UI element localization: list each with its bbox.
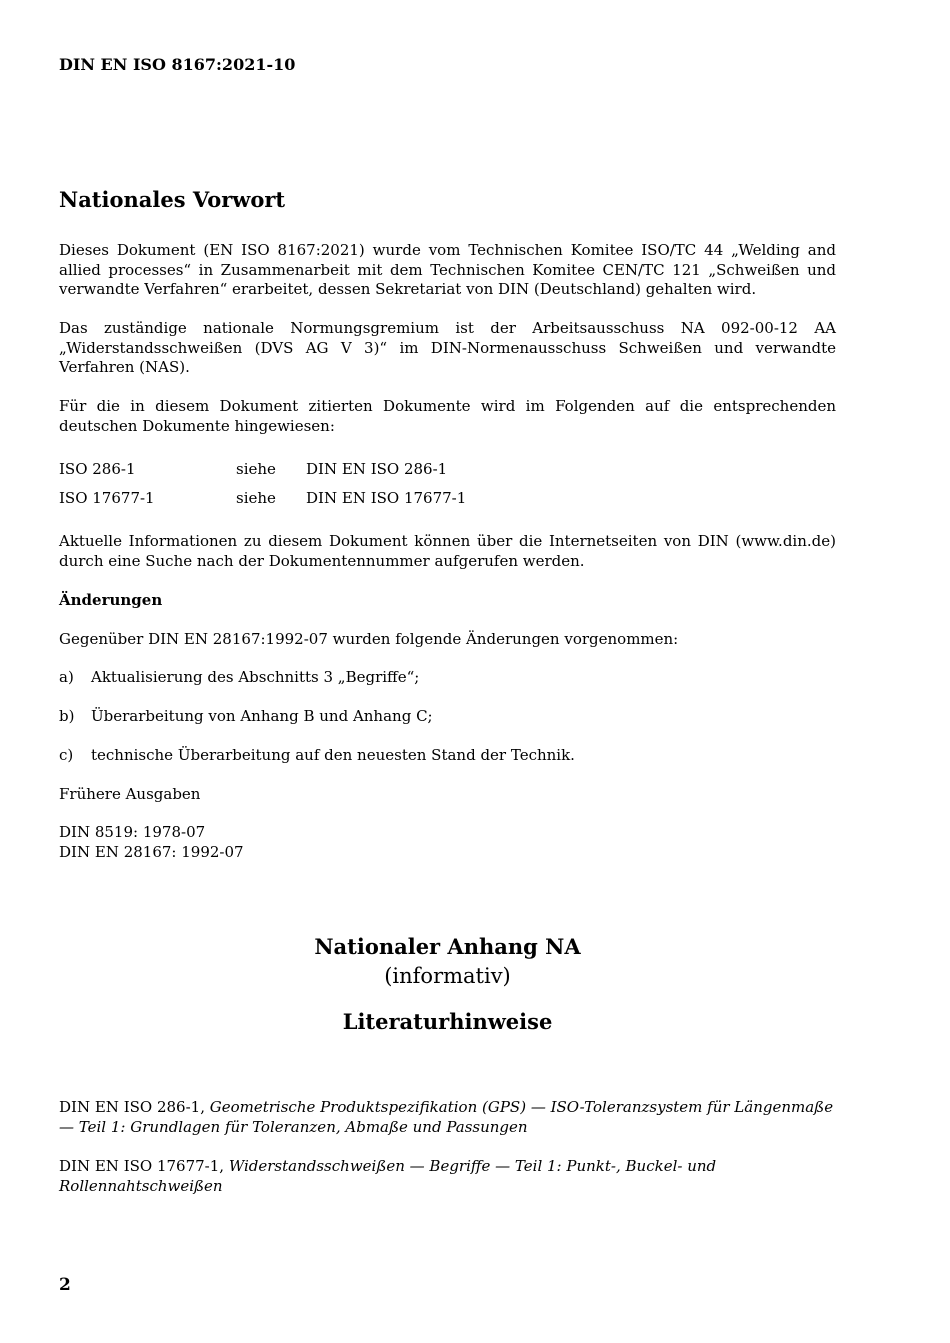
fruehere-ausgaben-label: Frühere Ausgaben [59,785,201,803]
page-number: 2 [59,1275,71,1295]
list-item [59,746,836,766]
iso-ref: ISO 286-1 [59,460,136,478]
aenderungen-intro: Gegenüber DIN EN 28167:1992-07 wurden folgende Änderungen vorgenommen: [59,630,679,648]
list-marker: c) [59,746,74,764]
bibliography-title-text: Widerstandsschweißen — Begriffe — Teil 1: Punkt-, Buckel- und Rollennahtschweißen [59,1157,717,1195]
list-text: Aktualisierung des Abschnitts 3 „Begriffe“; [91,668,420,686]
iso-ref: ISO 17677-1 [59,489,155,507]
list-text: Überarbeitung von Anhang B und Anhang C; [91,707,433,725]
siehe-label: siehe [236,460,276,478]
bibliography-entry [59,1098,836,1137]
bibliography-ref: DIN EN ISO 17677-1, [59,1157,229,1175]
list-text: technische Überarbeitung auf den neuesten Stand der Technik. [91,746,575,764]
bibliography-title-text: Geometrische Produktspezifikation (GPS) — ISO-Toleranzsystem für Längenmaße — Teil 1: Grundlagen für Toleranzen, Abmaße und Passungen [59,1098,834,1136]
annex-title: Nationaler Anhang NA [314,934,581,959]
paragraph: Aktuelle Informationen zu diesem Dokument können über die Internetseiten von DIN (www.din.de) durch eine Suche nach der Dokumentennummer aufgerufen werden. [59,532,836,570]
edition-entry: DIN 8519: 1978-07 [59,823,206,841]
list-marker: a) [59,668,74,686]
reference-row [59,489,836,509]
document-id: DIN EN ISO 8167:2021-10 [59,55,296,74]
list-item [59,668,836,688]
edition-entry: DIN EN 28167: 1992-07 [59,843,244,861]
siehe-label: siehe [236,489,276,507]
paragraph: Das zuständige nationale Normungsgremium ist der Arbeitsausschuss NA 092-00-12 AA „Widerstandsschweißen (DVS AG V 3)“ im DIN-Normenausschuss Schweißen und verwandte Verfahren (NAS). [59,319,836,376]
bibliography-entry [59,1157,836,1196]
paragraph: Dieses Dokument (EN ISO 8167:2021) wurde vom Technischen Komitee ISO/TC 44 „Welding and allied processes“ in Zusammenarbeit mit dem Technischen Komitee CEN/TC 121 „Schweißen und verwandte Verfahren“ erarbeitet, dessen Sekretariat von DIN (Deutschland) gehalten wird. [59,241,836,298]
list-item [59,707,836,727]
reference-row [59,460,836,480]
list-marker: b) [59,707,75,725]
paragraph: Für die in diesem Dokument zitierten Dokumente wird im Folgenden auf die entsprechenden deutschen Dokumente hingewiesen: [59,397,836,435]
din-ref: DIN EN ISO 17677-1 [306,489,467,507]
din-ref: DIN EN ISO 286-1 [306,460,448,478]
bibliography-title: Literaturhinweise [342,1009,553,1034]
aenderungen-heading: Änderungen [59,591,163,609]
section-title-vorwort: Nationales Vorwort [59,187,286,212]
bibliography-ref: DIN EN ISO 286-1, [59,1098,210,1116]
annex-subtitle: (informativ) [384,964,511,988]
